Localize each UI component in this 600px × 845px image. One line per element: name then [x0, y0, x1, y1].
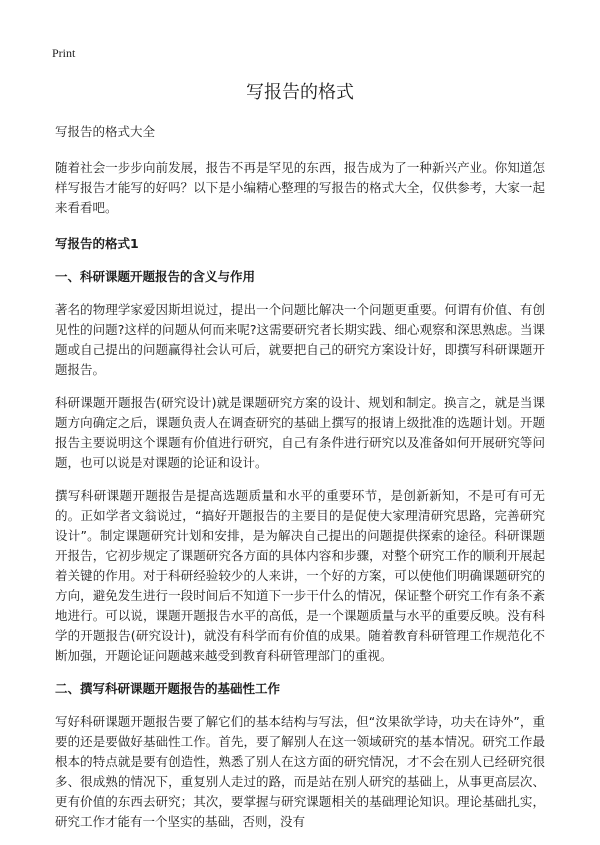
section-1-paragraph-2: 科研课题开题报告(研究设计)就是课题研究方案的设计、规划和制定。换言之，就是当课题方向确定之后，课题负责人在调查研究的基础上撰写的报请上级批准的选题计划。开题报告主要说明这个课题有价值进行研究，自己有条件进行研究以及准备如何开展研究等问题，也可以说是对课题的论证和设计。: [55, 395, 545, 470]
intro-paragraph: 随着社会一步步向前发展，报告不再是罕见的东西，报告成为了一种新兴产业。你知道怎样写报告才能写的好吗？以下是小编精心整理的写报告的格式大全，仅供参考，大家一起来看看吧。: [55, 160, 545, 215]
document-subtitle: 写报告的格式大全: [55, 124, 156, 139]
section-1-heading: 一、科研课题开题报告的含义与作用: [55, 269, 256, 284]
document-body: [55, 122, 545, 845]
format-heading: 写报告的格式1: [55, 236, 139, 251]
section-2-paragraph-1: 写好科研课题开题报告要了解它们的基本结构与写法，但“汝果欲学诗，功夫在诗外”，重要的还是要做好基础性工作。首先，要了解别人在这一领域研究的基本情况。研究工作最根本的特点就是要有创造性，熟悉了别人在这方面的研究情况，才不会在别人已经研究很多、很成熟的情况下，重复别人走过的路，而是站在别人研究的基础上，从事更高层次、更有价值的东西去研究；其次，要掌握与研究课题相关的基础理论知识。理论基础扎实，研究工作才能有一个坚实的基础，否则，没有: [55, 714, 545, 829]
print-link[interactable]: Print: [52, 46, 76, 60]
section-1-paragraph-3: 撰写科研课题开题报告是提高选题质量和水平的重要环节，是创新新知，不是可有可无的。正如学者文翁说过，“搞好开题报告的主要目的是促使大家理清研究思路，完善研究设计”。制定课题研究计划和安排，是为解决自己提出的问题提供探索的途径。科研课题开报告，它初步规定了课题研究各方面的具体内容和步骤，对整个研究工作的顺利开展起着关键的作用。对于科研经验较少的人来讲，一个好的方案，可以使他们明确课题研究的方向，避免发生进行一段时间后不知道下一步干什么的情况，保证整个研究工作有条不紊地进行。可以说，课题开题报告水平的高低，是一个课题质量与水平的重要反映。没有科学的开题报告(研究设计)，就没有科学而有价值的成果。随着教育科研管理工作规范化不断加强，开题论证问题越来越受到教育科研管理部门的重视。: [55, 488, 545, 663]
section-1-paragraph-1: 著名的物理学家爱因斯坦说过，提出一个问题比解决一个问题更重要。何谓有价值、有创见性的问题?这样的问题从何而来呢?这需要研究者长期实践、细心观察和深思熟虑。当课题或自己提出的问题赢得社会认可后，就要把自己的研究方案设计好，即撰写科研课题开题报告。: [55, 302, 545, 377]
page-title: 写报告的格式: [246, 82, 354, 103]
section-2-heading: 二、撰写科研课题开题报告的基础性工作: [55, 681, 281, 696]
